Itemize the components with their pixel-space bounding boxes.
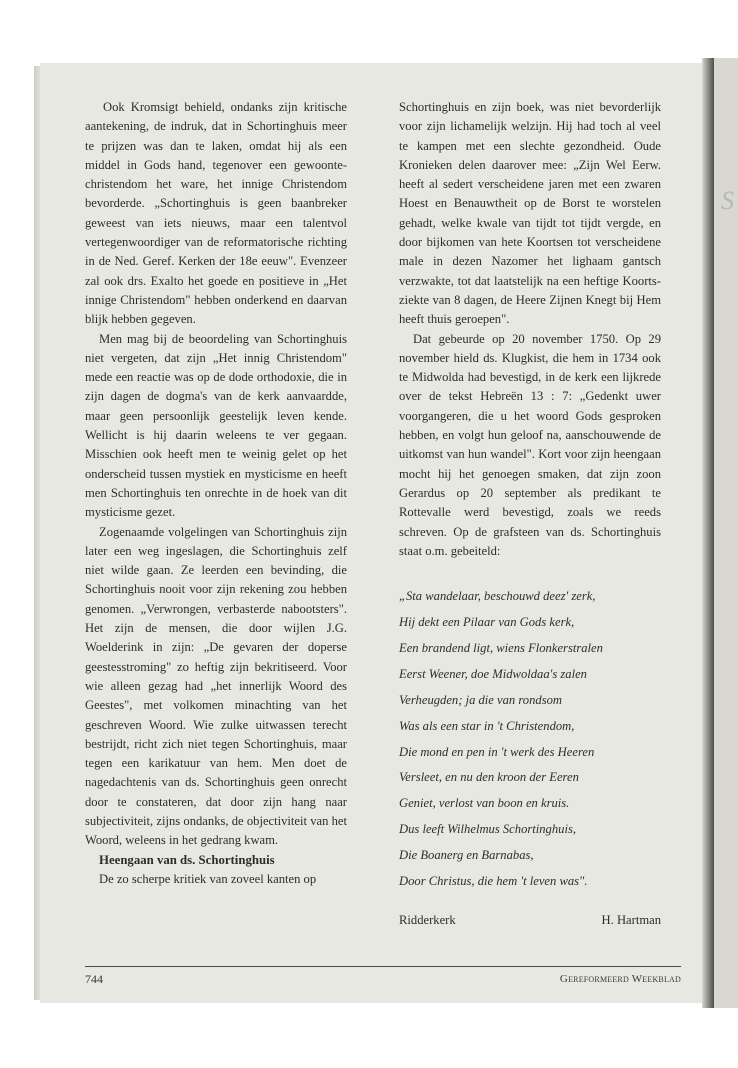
poem-line: Was als een star in 't Christendom, <box>399 718 575 733</box>
poem-line: Door Christus, die hem 't leven was". <box>399 874 588 889</box>
epitaph-poem <box>399 584 661 895</box>
poem-line: Die mond en pen in 't werk des Heeren <box>399 744 595 759</box>
poem-line: Versleet, en nu den kroon der Eeren <box>399 770 579 785</box>
paragraph: Ook Kromsigt behield, ondanks zijn kritische aantekening, de indruk, dat in Schortinghuis meer te prijzen was dan te laken, omdat hij als een middel in Gods hand, tegenover een gewoonte-christendom het ware, het innige Christendom bevorderde. „Schortinghuis is geen baanbreker geweest van iets nieuws, maar een talentvol vertegenwoordiger van de reformatorische richting in de Ned. Geref. Kerken der 18e eeuw". Evenzeer zal ook drs. Exalto het goede en positieve in „Het innige Christendom" hebben onderkend en daarvan blijk hebben gegeven. <box>85 100 347 327</box>
paragraph: De zo scherpe kritiek van zoveel kanten op <box>99 871 317 886</box>
page-number: 744 <box>85 972 103 986</box>
poem-line: Geniet, verlost van boon en kruis. <box>399 796 570 811</box>
publication-name: Gereformeerd Weekblad <box>559 973 681 985</box>
signature-place: Ridderkerk <box>399 913 456 927</box>
signature-author: H. Hartman <box>601 913 661 927</box>
paragraph: Schortinghuis en zijn boek, was niet bevorderlijk voor zijn lichamelijk welzijn. Hij had toch al veel te kampen met een slechte gezondheid. Oude Kronieken delen daarover mee: „Zijn Wel Eerw. heeft al sedert verscheidene jaren met een zwaren Hoest en Benauwtheit op de Borst te worstelen gehadt, welke kwale van tijdt tot tijdt vergde, en door bijkomen van hete Koortsen tot verscheidene male in dezen Nazomer het lighaam gantsch verzwakte, tot dat laatstelijk na een heftige Koorts-ziekte van 8 dagen, de Heere Zijnen Knegt bij Hem heeft thuis geroepen". <box>399 100 661 327</box>
poem-line: „Sta wandelaar, beschouwd deez' zerk, <box>399 589 596 604</box>
poem-line: Verheugden; ja die van rondsom <box>399 692 562 707</box>
poem-line: Hij dekt een Pilaar van Gods kerk, <box>399 615 575 630</box>
signature <box>399 911 661 930</box>
paragraph: Men mag bij de beoordeling van Schortinghuis niet vergeten, dat zijn „Het innig Christendom" mede een reactie was op de dode orthodoxie, die in zijn dagen de dogma's van de kerk aanvaardde, maar geen persoonlijk geestelijk leven kende. Wellicht is hij daarin weleens te ver gegaan. Misschien ook heeft men te weinig gelet op het onderscheid tussen mystiek en mysticisme en heeft men Schortinghuis ten onrechte in de hoek van dit mysticisme gezet. <box>85 331 347 520</box>
left-column <box>85 98 347 889</box>
poem-line: Die Boanerg en Barnabas, <box>399 848 534 863</box>
bleed-through-glyph: S <box>721 186 734 215</box>
paragraph: Dat gebeurde op 20 november 1750. Op 29 november hield ds. Klugkist, die hem in 1734 ook te Midwolda had bevestigd, in de kerk een lijkrede over de tekst Hebreën 13 : 7: „Gedenkt uwer voorgangeren, die u het woord Gods gesproken hebben, en volgt hun geloof na, aanschouwende de uitkomst van hun wandel". Kort voor zijn heengaan mocht hij het genoegen smaken, dat zijn zoon Gerardus op 20 september als predikant te Rottevalle werd bevestigd, zoals we reeds schreven. Op de grafsteen van ds. Schortinghuis staat o.m. gebeiteld: <box>399 331 661 558</box>
poem-line: Eerst Weener, doe Midwoldaa's zalen <box>399 666 587 681</box>
poem-line: Een brandend ligt, wiens Flonkerstralen <box>399 640 603 655</box>
right-column <box>399 98 661 930</box>
footer-rule <box>85 966 681 967</box>
poem-line: Dus leeft Wilhelmus Schortinghuis, <box>399 822 577 837</box>
section-heading: Heengaan van ds. Schortinghuis <box>99 852 275 867</box>
paragraph: Zogenaamde volgelingen van Schortinghuis zijn later een weg ingeslagen, die Schortinghuis zelf niet wilde gaan. Ze leerden een bevinding, die Schortinghuis nooit voor zijn rekening zou hebben genomen. „Verwrongen, verbasterde nabootsters". Het zijn de mensen, die door wijlen J.G. Woelderink in zijn: „De gevaren der doperse geestesstroming" zo heftig zijn bekritiseerd. Voor wie alleen gezag had „het innerlijk Woord des Geestes", met volkomen minachting van het geschreven Woord. Wie zulke uitwassen terecht bestrijdt, richt zich niet tegen Schortinghuis, maar tegen een karikatuur van hem. Men doet de nagedachtenis van ds. Schortinghuis geen onrecht door te constateren, dat door zijn hang naar subjectiviteit, zijns ondanks, de objectiviteit van het Woord, weleens in het gedrang kwam. <box>85 524 347 848</box>
